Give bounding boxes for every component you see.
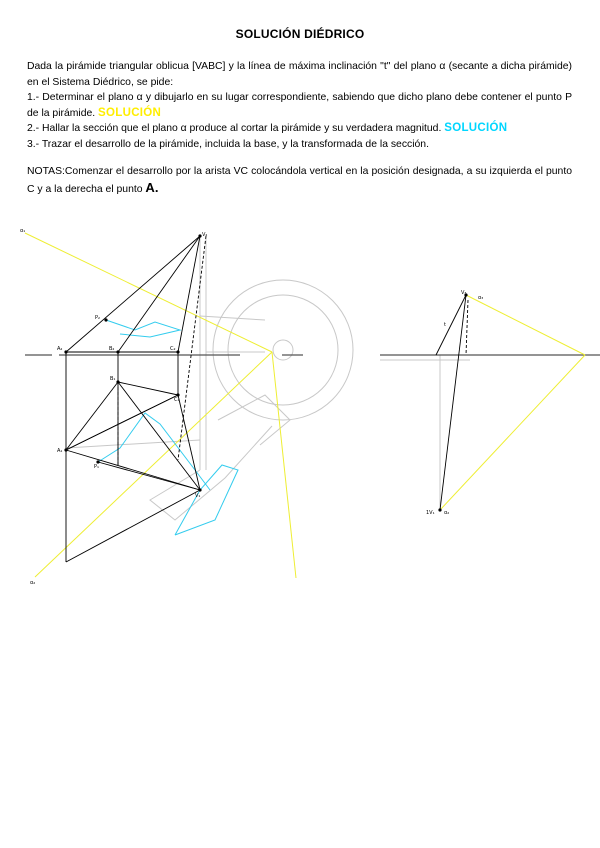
edge-b1-c1: [118, 382, 178, 395]
label-b1: B₁: [110, 376, 116, 382]
line-p: [66, 395, 178, 450]
problem-statement: [27, 59, 572, 153]
edge-v2-a2: [66, 236, 200, 352]
construction-circle-outer: [213, 280, 353, 420]
section-polygon-horizontal: [98, 413, 210, 490]
item-2-text: 2.- Hallar la sección que el plano α produce al cortar la pirámide y su verdadera magnitud.: [27, 123, 442, 135]
label-c1: C₁: [174, 397, 180, 403]
point-a1: [64, 448, 67, 451]
point-p2: [104, 318, 107, 321]
construction-line: [200, 316, 265, 320]
solution-link-2[interactable]: SOLUCIÓN: [444, 122, 508, 135]
solution-link-1[interactable]: SOLUCIÓN: [98, 106, 162, 119]
point-c2: [176, 350, 179, 353]
point-v1: [198, 488, 201, 491]
statement-intro: Dada la pirámide triangular oblicua [VABC] y la línea de máxima inclinación "t" del plano α (secante a dicha pirámide) en el Sistema Diédrico, se pide:: [27, 61, 572, 88]
diedrico-drawing: [0, 210, 600, 610]
label-side-v3: V₃: [461, 290, 467, 296]
point-a2: [64, 350, 67, 353]
edge-a1-b1: [66, 382, 118, 450]
label-alpha1: α₁: [20, 228, 26, 234]
statement-item-2: [27, 121, 572, 137]
drawing-labels: [20, 228, 483, 586]
side-v3-t: [436, 295, 466, 355]
label-a1: A₁: [57, 448, 63, 454]
point-side-v1: [438, 508, 441, 511]
pyramid-lines: [66, 236, 466, 562]
label-v2: V₂: [202, 232, 208, 238]
construction-dev: [150, 426, 272, 520]
point-b1: [116, 380, 119, 383]
label-side-alpha: α₂: [444, 510, 450, 516]
notes-point: A: [145, 179, 155, 195]
hidden-side: [466, 300, 468, 355]
notes-end: .: [154, 179, 159, 195]
edge-v2-c2: [178, 236, 200, 352]
side-alpha3: [466, 295, 585, 355]
construction-circle-core: [273, 340, 293, 360]
label-b2: B₂: [109, 346, 115, 352]
label-side-alpha3: α₃: [478, 295, 484, 301]
points: [64, 234, 467, 511]
statement-item-3: 3.- Trazar el desarrollo de la pirámide, incluida la base, y la transformada de la sección.: [27, 138, 429, 150]
label-side-t: t: [444, 322, 446, 328]
point-b2: [116, 350, 119, 353]
label-alpha2: α₂: [30, 580, 36, 586]
side-alpha: [440, 355, 585, 510]
notes-text: NOTAS:Comenzar el desarrollo por la arista VC colocándola vertical en la posición designada, a su izquierda el punto C y a la derecha el punto: [27, 166, 572, 195]
alpha2-trace: [35, 352, 272, 577]
alpha1-trace: [25, 233, 272, 352]
section-polygon-vertical: [106, 320, 180, 337]
plane-traces: [25, 233, 585, 578]
label-v1: V₁: [195, 493, 201, 499]
notes: [27, 164, 572, 197]
label-c2: C₂: [170, 346, 176, 352]
label-side-v1: 1V₁: [426, 510, 435, 516]
hidden-edge-v2: [178, 236, 206, 460]
trace-extension: [272, 352, 296, 578]
statement-item-1: [27, 90, 572, 121]
item-1-text: 1.- Determinar el plano α y dibujarlo en su lugar correspondiente, sabiendo que dicho plano debe contener el punto P de la pirámide.: [27, 92, 572, 119]
page-title: SOLUCIÓN DIÉDRICO: [235, 27, 365, 41]
section-development: [175, 465, 238, 535]
label-a2: A₂: [57, 346, 63, 352]
label-p1: P₁: [94, 464, 100, 470]
construction-lines: [66, 236, 470, 520]
label-p2: P₂: [95, 315, 101, 321]
construction-circle-inner: [228, 295, 338, 405]
edge-v1-p1: [98, 462, 200, 490]
